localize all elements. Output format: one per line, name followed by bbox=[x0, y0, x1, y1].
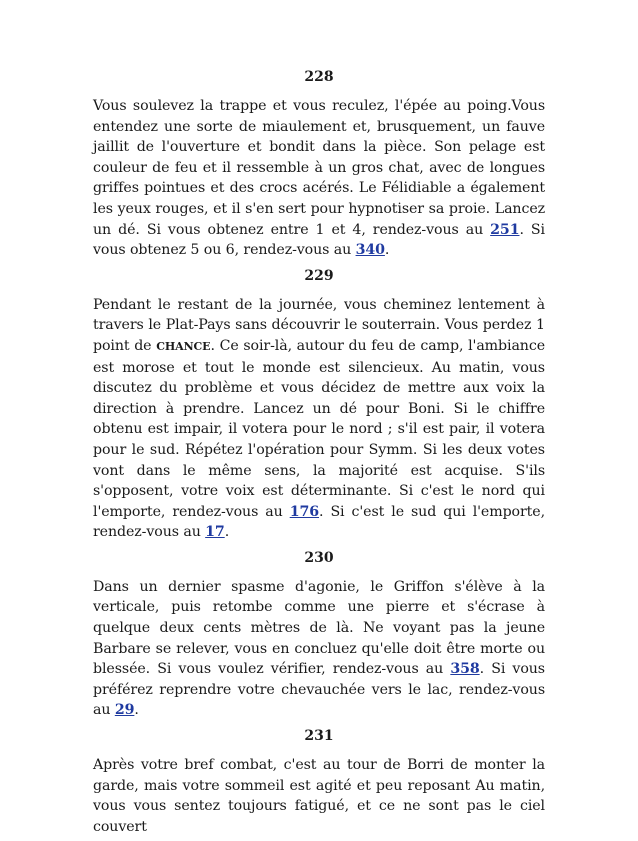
paragraph-228 bbox=[93, 96, 545, 261]
link-section-358[interactable]: 358 bbox=[450, 661, 480, 678]
section-number-228: 228 bbox=[304, 69, 334, 85]
paragraph-230 bbox=[93, 577, 545, 721]
link-section-176[interactable]: 176 bbox=[289, 503, 320, 520]
book-text bbox=[93, 66, 545, 841]
link-section-340[interactable]: 340 bbox=[355, 242, 385, 259]
paragraph-229 bbox=[93, 295, 545, 543]
paragraph-text: Dans un dernier spasme d'agonie, le Griffon s'élève à la verticale, puis retombe comme une pierre et s'écrase à quelque deux cents mètres de là. Ne voyant pas la jeune Barbare se relever, vous en concluez qu'elle doit être morte ou blessée. Si vous voulez vérifier, rendez-vous au bbox=[93, 578, 545, 678]
paragraph-text: . Si vous obtenez 5 ou 6, rendez-vous au bbox=[93, 221, 545, 259]
section-number-229: 229 bbox=[304, 267, 334, 284]
link-section-17[interactable]: 17 bbox=[205, 524, 225, 541]
paragraph-text: . bbox=[134, 702, 139, 719]
section-number-231: 231 bbox=[304, 728, 334, 745]
paragraph-text: . bbox=[384, 242, 390, 259]
paragraph-text: . Si c'est le sud qui l'emporte, rendez-vous au bbox=[93, 503, 545, 541]
link-section-29[interactable]: 29 bbox=[114, 702, 135, 719]
paragraph-text: . Ce soir-là, autour du feu de camp, l'ambiance est morose et tout le monde est silencieux. Au matin, vous discutez du problème et vous décidez de mettre aux voix la direction à prendre. Lancez un dé pour Boni. Si le chiffre obtenu est impair, il votera pour le nord ; s'il est pair, il votera pour le sud. Répétez l'opération pour Symm. Si les deux votes vont dans le même sens, la majorité est acquise. S'ils s'opposent, votre voix est déterminante. Si c'est le nord qui l'emporte, rendez-vous au bbox=[93, 337, 545, 520]
paragraph-text: Vous soulevez la trappe et vous reculez, l'épée au poing.Vous entendez une sorte de miaulement et, brusquement, un fauve jaillit de l'ouverture et bondit dans la pièce. Son pelage est couleur de feu et il ressemble à un gros chat, avec de longues griffes pointues et des crocs acérés. Le Félidiable a également les yeux rouges, et il s'en sert pour hypnotiser sa proie. Lancez un dé. Si vous obtenez entre 1 et 4, rendez-vous au bbox=[93, 98, 545, 238]
paragraph-231: Après votre bref combat, c'est au tour de Borri de monter la garde, mais votre sommeil est agité et peu reposant Au matin, vous vous sentez toujours fatigué, et ce ne sont pas le ciel couvert bbox=[93, 757, 545, 835]
section-number-230: 230 bbox=[304, 549, 334, 566]
paragraph-text: . bbox=[224, 524, 230, 541]
link-section-251[interactable]: 251 bbox=[490, 221, 520, 238]
paragraph-text: Pendant le restant de la journée, vous cheminez lentement à travers le Plat-Pays sans découvrir le souterrain. Vous perdez 1 point de bbox=[93, 296, 545, 354]
paragraph-text: . Si vous préférez reprendre votre chevauchée vers le lac, rendez-vous au bbox=[93, 661, 545, 719]
chance-keyword: CHANCE bbox=[156, 339, 211, 353]
